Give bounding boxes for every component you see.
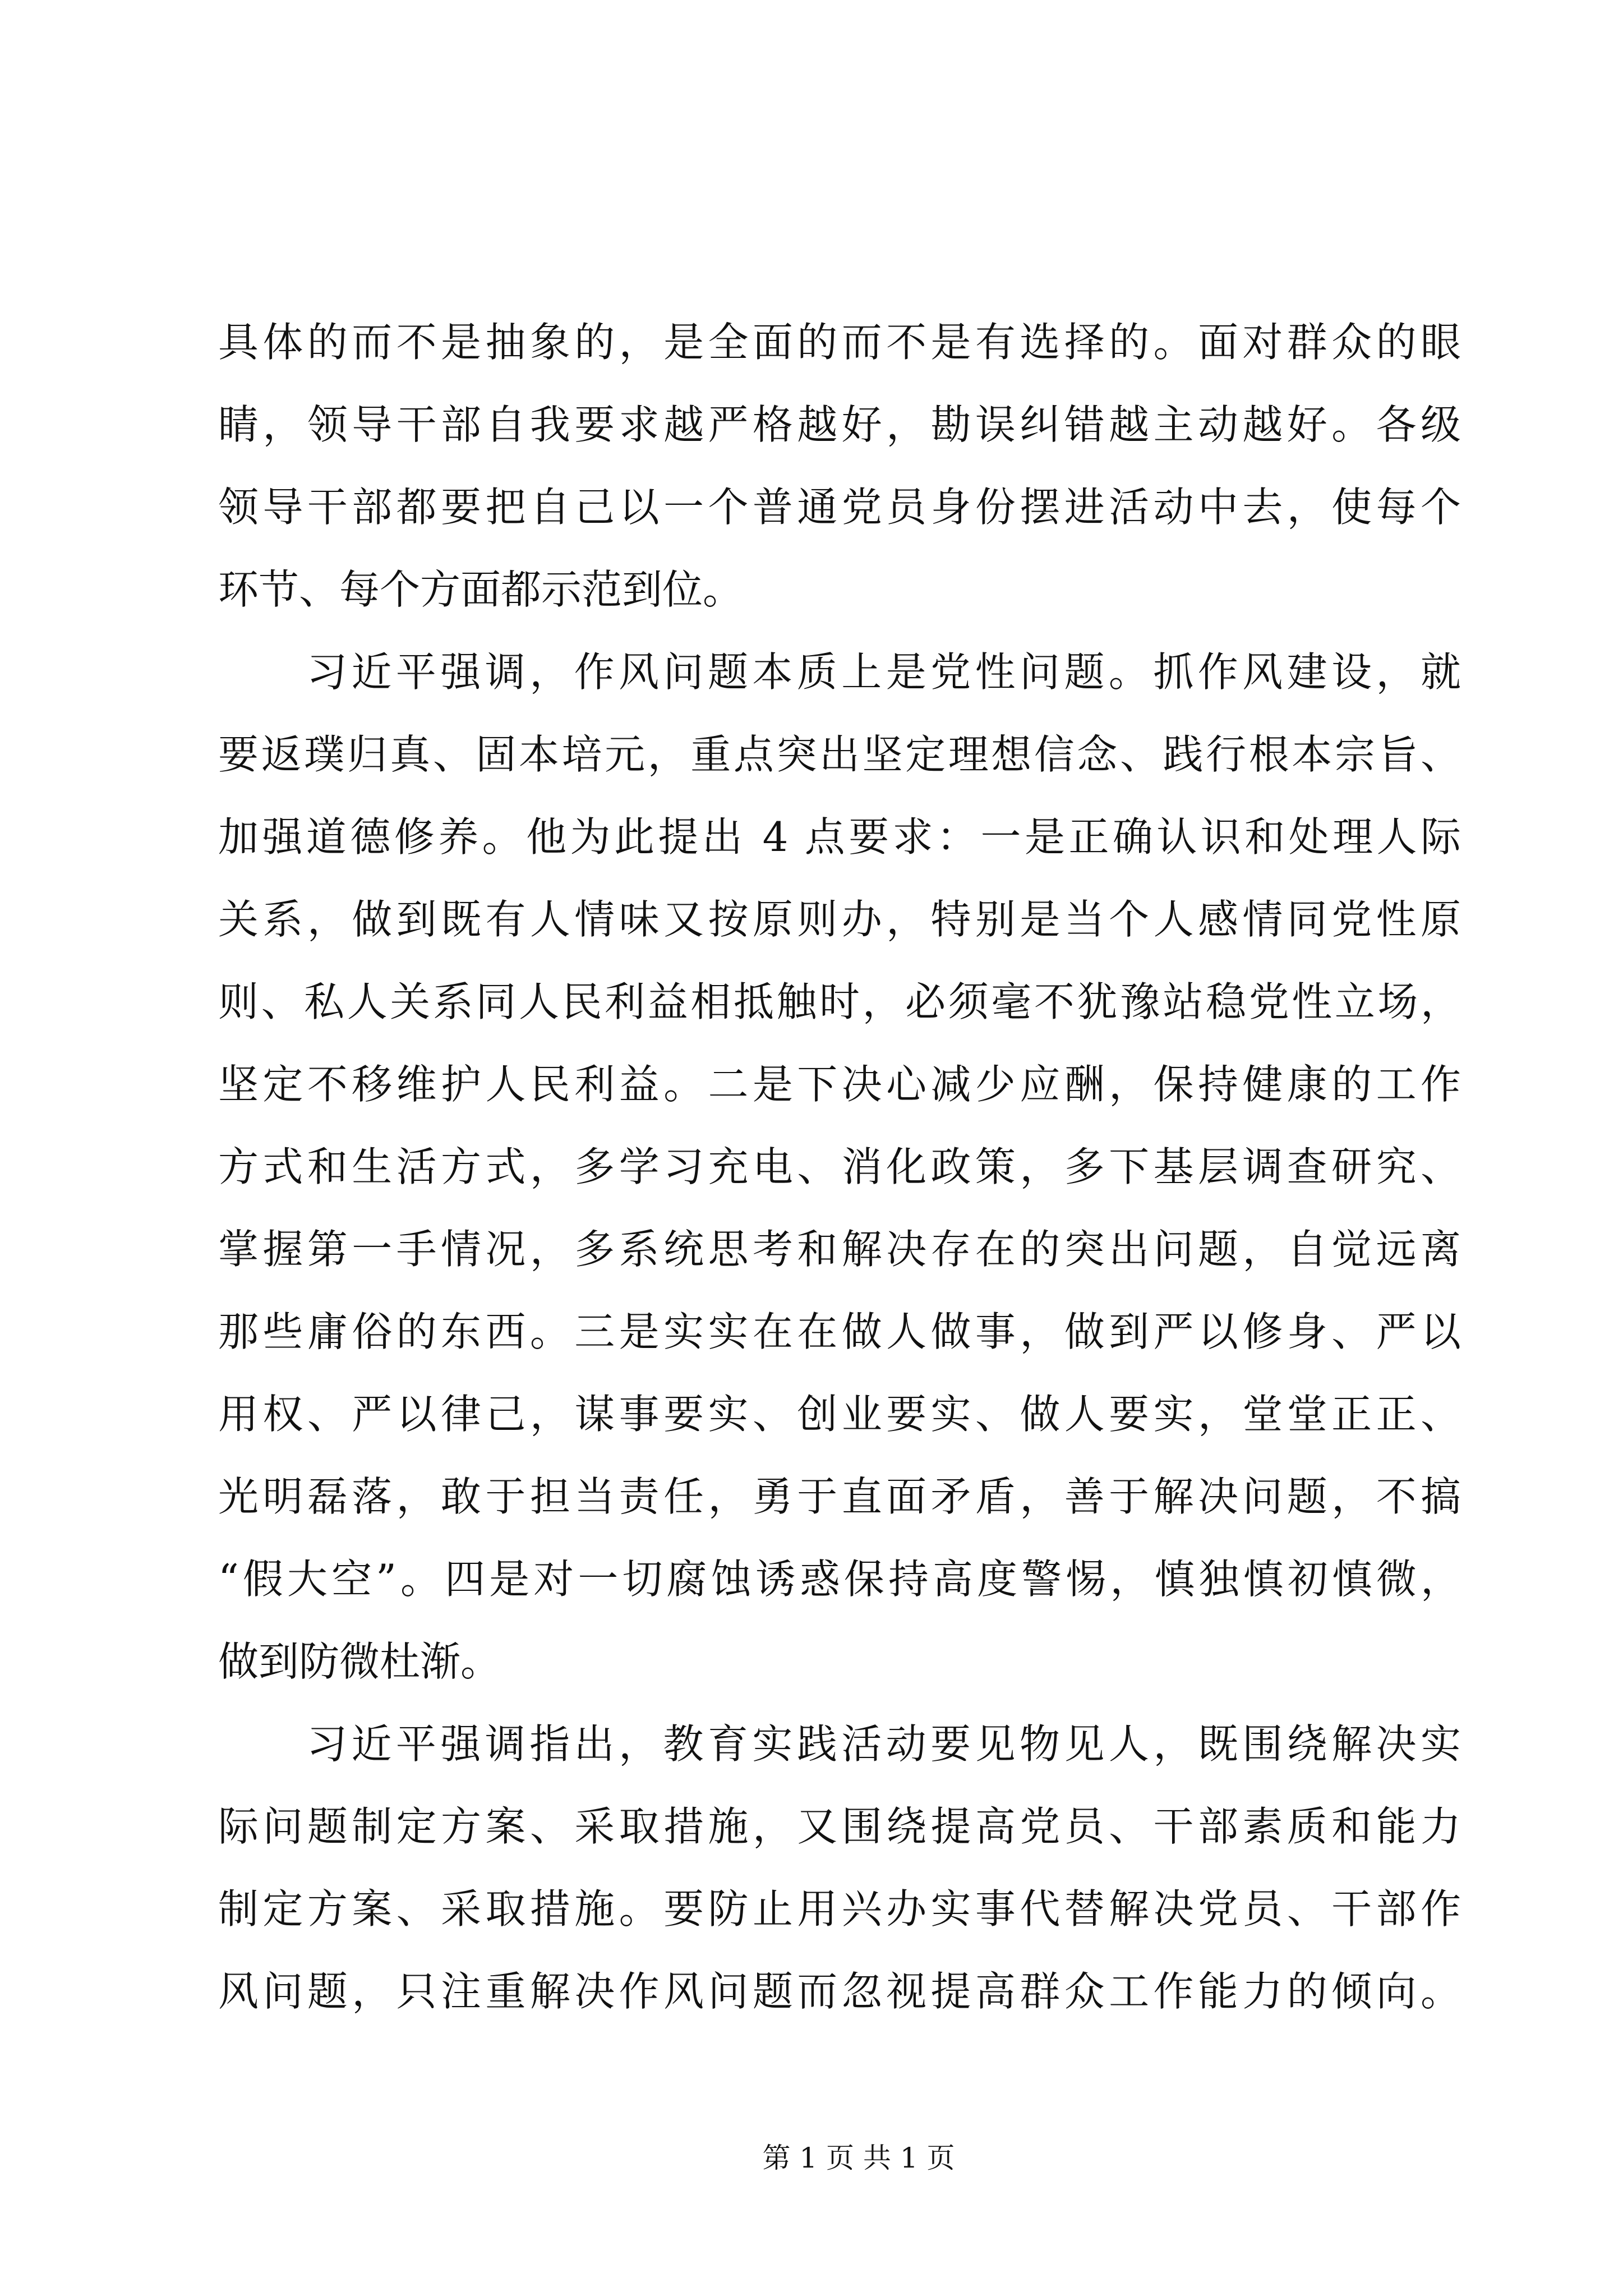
text-line: 睛，领导干部自我要求越严格越好，勘误纠错越主动越好。各级 (218, 401, 1461, 448)
text-line: 坚定不移维护人民利益。二是下决心减少应酬，保持健康的工作 (218, 1061, 1461, 1108)
text-line: 制定方案、采取措施。要防止用兴办实事代替解决党员、干部作 (218, 1885, 1461, 1932)
text-line: 那些庸俗的东西。三是实实在在做人做事，做到严以修身、严以 (218, 1308, 1461, 1355)
text-line: 环节、每个方面都示范到位。 (218, 566, 744, 613)
text-line: 习近平强调指出，教育实践活动要见物见人，既围绕解决实 (307, 1720, 1461, 1768)
text-line: 用权、严以律己，谋事要实、创业要实、做人要实，堂堂正正、 (218, 1391, 1461, 1438)
paragraph (218, 301, 1461, 631)
text-line: 际问题制定方案、采取措施，又围绕提高党员、干部素质和能力 (218, 1803, 1461, 1850)
text-line: 加强道德修养。他为此提出 4 点要求：一是正确认识和处理人际 (218, 813, 1461, 861)
page-footer: 第 1 页 共 1 页 (762, 2142, 955, 2174)
text-line: 要返璞归真、固本培元，重点突出坚定理想信念、践行根本宗旨、 (218, 731, 1461, 778)
text-line: 掌握第一手情况，多系统思考和解决存在的突出问题，自觉远离 (218, 1226, 1461, 1273)
text-line: 具体的而不是抽象的，是全面的而不是有选择的。面对群众的眼 (218, 319, 1461, 366)
paragraph (218, 631, 1461, 1703)
text-line: 关系，做到既有人情味又按原则办，特别是当个人感情同党性原 (218, 896, 1461, 943)
text-line: 则、私人关系同人民利益相抵触时，必须毫不犹豫站稳党性立场， (218, 978, 1461, 1025)
text-line: 习近平强调，作风问题本质上是党性问题。抓作风建设，就 (307, 648, 1461, 696)
text-line: 光明磊落，敢于担当责任，勇于直面矛盾，善于解决问题，不搞 (218, 1473, 1461, 1520)
text-line: 做到防微杜渐。 (218, 1638, 501, 1685)
text-line: “假大空”。四是对一切腐蚀诱惑保持高度警惕，慎独慎初慎微， (218, 1556, 1461, 1603)
document-body (218, 301, 1461, 2033)
paragraph (218, 1703, 1461, 2033)
text-line: 风问题，只注重解决作风问题而忽视提高群众工作能力的倾向。 (218, 1968, 1461, 2015)
text-line: 领导干部都要把自己以一个普通党员身份摆进活动中去，使每个 (218, 484, 1461, 531)
text-line: 方式和生活方式，多学习充电、消化政策，多下基层调查研究、 (218, 1143, 1461, 1190)
